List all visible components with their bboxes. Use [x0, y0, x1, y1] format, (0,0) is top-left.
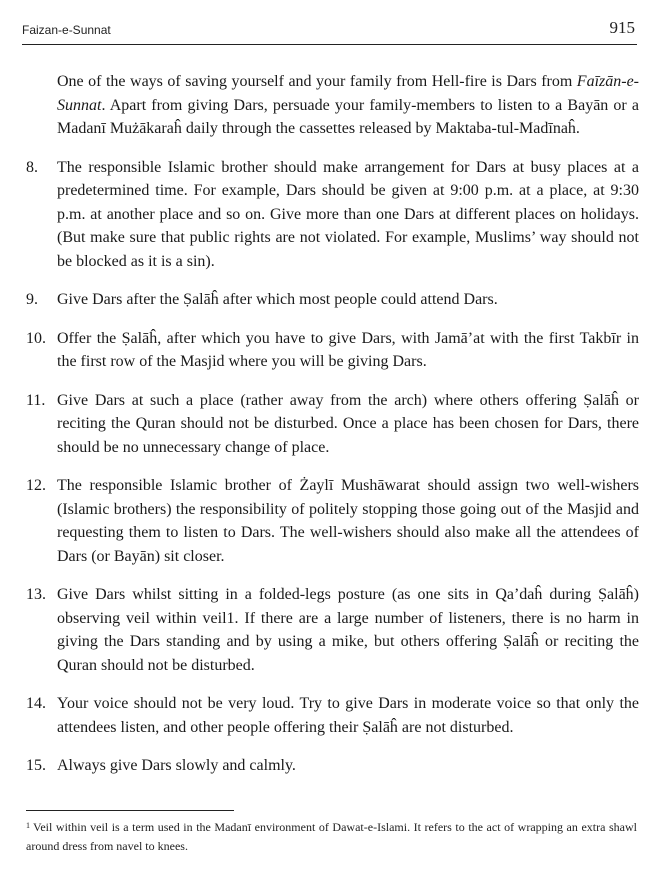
intro-text-after: . Apart from giving Dars, persuade your family-members to listen to a Bayān or a Madanī Mużākaraĥ daily through the cassettes released by Maktaba-tul-Madīnaĥ. [57, 96, 639, 137]
item-text: Give Dars after the Ṣalāĥ after which most people could attend Dars. [57, 291, 498, 308]
item-number: 10. [26, 329, 46, 347]
item-text: Your voice should not be very loud. Try to give Dars in moderate voice so that only the attendees listen, and other people offering their Ṣalāĥ are not disturbed. [57, 695, 639, 736]
footnote [26, 818, 637, 856]
list-item-11 [26, 389, 639, 460]
list-item-8 [26, 156, 639, 274]
page-body [26, 70, 639, 793]
item-number: 12. [26, 477, 46, 494]
page-header [22, 14, 637, 45]
list-item-15 [26, 754, 639, 778]
item-text: Always give Dars slowly and calmly. [57, 757, 296, 774]
list-item-10 [26, 327, 639, 374]
item-text: The responsible Islamic brother of Żaylī Mushāwarat should assign two well-wishers (Islamic brothers) the responsibility of politely stopping those going out of the Masjid and requesting them to listen to Dars. The well-wishers should also make all the attendees of Dars (or Bayān) sit closer. [57, 477, 639, 565]
item-text: Give Dars at such a place (rather away from the arch) where others offering Ṣalāĥ or reciting the Quran should not be disturbed. Once a place has been chosen for Dars, there should be no unnecessary change of place. [57, 391, 639, 456]
footnote-divider [26, 810, 234, 811]
running-title: Faizan-e-Sunnat [22, 23, 111, 37]
item-number: 15. [26, 757, 46, 774]
item-text: Offer the Ṣalāĥ, after which you have to give Dars, with Jamā’at with the first Takbīr in the first row of the Masjid where you will be giving Dars. [57, 329, 639, 370]
footnote-text: Veil within veil is a term used in the Madanī environment of Dawat-e-Islami. It refers to the act of wrapping an extra shawl around dress from navel to knees. [26, 820, 637, 853]
list-item-13 [26, 583, 639, 677]
item-number: 8. [26, 158, 38, 176]
list-item-9 [26, 288, 639, 312]
footnote-marker: 1 [26, 821, 30, 830]
item-number: 11. [26, 391, 46, 409]
intro-text-before: One of the ways of saving yourself and your family from Hell-fire is Dars from [57, 73, 577, 90]
page-number: 915 [609, 18, 635, 37]
item-number: 14. [26, 695, 46, 712]
item-number: 13. [26, 586, 46, 603]
list-item-12 [26, 474, 639, 568]
item-text: The responsible Islamic brother should make arrangement for Dars at busy places at a predetermined time. For example, Dars should be given at 9:00 p.m. at a place, at 9:30 p.m. at another place and so on. Give more than one Dars at different places on holidays. (But make sure that public rights are not violated. For example, Muslims’ way should not be blocked as it is a sin). [57, 158, 639, 270]
item-number: 9. [26, 291, 38, 308]
book-title-italic: Faīzān-e-Sunnat [57, 73, 639, 114]
intro-paragraph [26, 70, 639, 141]
list-item-14 [26, 692, 639, 739]
item-text: Give Dars whilst sitting in a folded-legs posture (as one sits in Qa’daĥ during Ṣalāĥ) observing veil within veil1. If there are a large number of listeners, there is no harm in giving the Dars standing and by using a mike, but others offering Ṣalāĥ or reciting the Quran should not be disturbed. [57, 586, 639, 674]
